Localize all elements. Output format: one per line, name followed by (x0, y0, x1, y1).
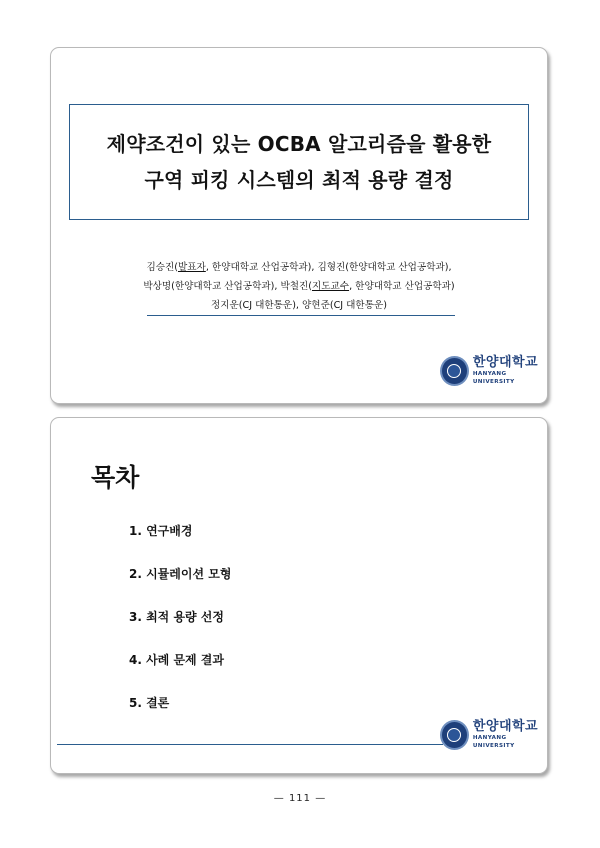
toc-item: 3. 최적 용량 선정 (129, 610, 224, 624)
university-logo (440, 356, 547, 386)
title-line-1: 제약조건이 있는 OCBA 알고리즘을 활용한 (106, 132, 492, 156)
logo-name-korean: 한양대학교 (472, 719, 539, 734)
footer-divider (57, 744, 443, 745)
title-slide (50, 47, 548, 404)
toc-heading: 목차 (91, 463, 140, 492)
author-line-2 (51, 277, 547, 296)
toc-item: 2. 시뮬레이션 모형 (129, 567, 232, 581)
toc-item: 5. 결론 (129, 696, 170, 710)
university-seal-icon (440, 720, 469, 750)
toc-list (129, 521, 231, 736)
author-text: , 한양대학교 산업공학과), 김형진(한양대학교 산업공학과), (205, 262, 452, 273)
toc-item: 4. 사례 문제 결과 (129, 653, 224, 667)
university-logo (440, 720, 547, 750)
author-list (51, 258, 547, 315)
author-line-1 (51, 258, 547, 277)
logo-name-english: HANYANG UNIVERSITY (472, 735, 515, 749)
university-seal-icon (440, 356, 469, 386)
presenter-label: 발표자 (178, 262, 206, 273)
toc-slide (50, 417, 548, 774)
page-number: — 111 — (273, 793, 327, 804)
author-line-3: 정지운(CJ 대한통운), 양현준(CJ 대한통운) (211, 300, 387, 311)
advisor-label: 지도교수 (312, 281, 350, 292)
author-text: , 한양대학교 산업공학과) (349, 281, 455, 292)
author-text: 박상명(한양대학교 산업공학과), 박철진( (143, 281, 312, 292)
logo-name-korean: 한양대학교 (472, 355, 539, 370)
logo-name-english: HANYANG UNIVERSITY (472, 371, 515, 385)
author-text: 김승진( (146, 262, 178, 273)
toc-item: 1. 연구배경 (129, 524, 193, 538)
title-line-2: 구역 피킹 시스템의 최적 용량 결정 (144, 168, 454, 192)
title-box (69, 104, 529, 220)
author-divider (147, 315, 455, 316)
